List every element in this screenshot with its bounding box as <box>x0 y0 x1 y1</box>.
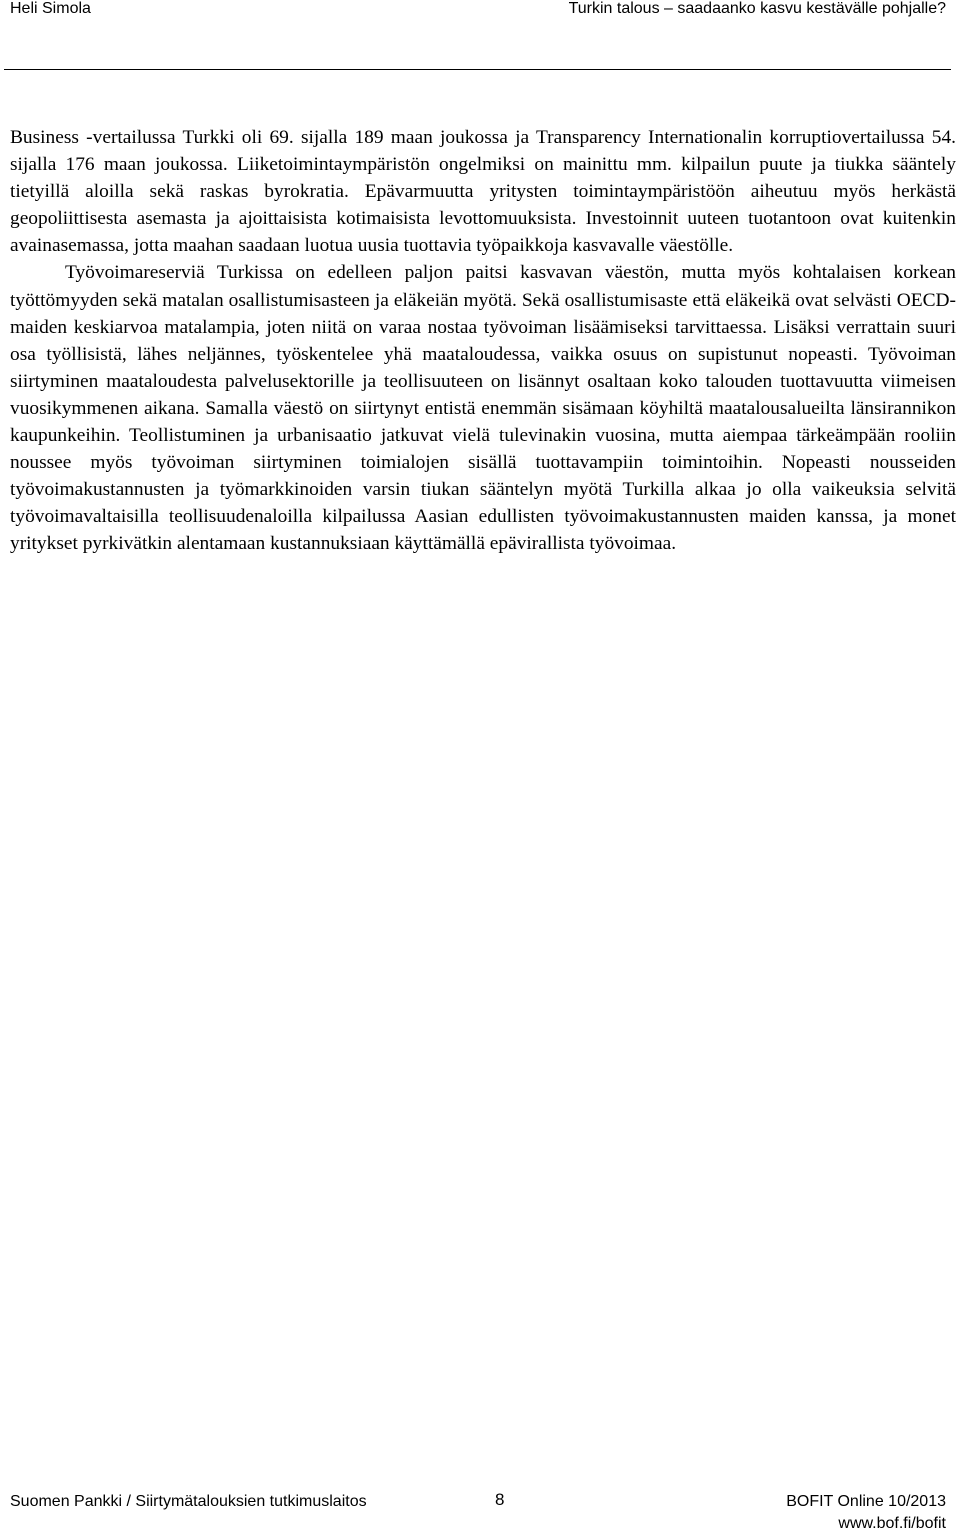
footer-publication-info <box>786 1491 946 1535</box>
header-author: Heli Simola <box>10 0 91 17</box>
footer-organization: Suomen Pankki / Siirtymätalouksien tutkimuslaitos <box>10 1493 367 1510</box>
page-footer <box>0 1488 960 1534</box>
paragraph: Työvoimareserviä Turkissa on edelleen paljon paitsi kasvavan väestön, mutta myös kohtalaisen korkean työttömyyden sekä matalan osallistumisasteen ja eläkeiän myötä. Sekä osallistumisaste että eläkeikä ovat selvästi OECD-maiden keskiarvoa matalampia, joten niitä on varaa nostaa työvoiman lisäämiseksi tarvittaessa. Lisäksi verrattain suuri osa työllisistä, lähes neljännes, työskentelee yhä maataloudessa, vaikka osuus on supistunut nopeasti. Työvoiman siirtyminen maataloudesta palvelusektorille ja teollisuuteen on lisännyt osaltaan koko talouden tuottavuutta viimeisen vuosikymmenen aikana. Samalla väestö on siirtynyt entistä enemmän sisämaan köyhiltä maatalousalueilta länsirannikon kaupunkeihin. Teollistuminen ja urbanisaatio jatkuvat vielä tulevinakin vuosina, mutta aiempaa tärkeämpään rooliin noussee myös työvoiman siirtyminen toimialojen sisällä tuottavampiin toimintoihin. Nopeasti nousseiden työvoimakustannusten ja työmarkkinoiden varsin tiukan sääntelyn myötä Turkilla alkaa jo olla vaikeuksia selvitä työvoimavaltaisilla teollisuudenaloilla kilpailussa Aasian edullisten työvoimakustannusten maiden kanssa, ja monet yritykset pyrkivätkin alentamaan kustannuksiaan käyttämällä epävirallista työvoimaa. <box>10 262 956 555</box>
document-body <box>10 124 956 558</box>
header-title: Turkin talous – saadaanko kasvu kestävälle pohjalle? <box>568 0 946 17</box>
header-divider <box>4 69 951 70</box>
page-number: 8 <box>495 1490 505 1509</box>
footer-publication: BOFIT Online 10/2013 <box>786 1493 946 1510</box>
paragraph-continued: Business -vertailussa Turkki oli 69. sijalla 189 maan joukossa ja Transparency Internationalin korruptiovertailussa 54. sijalla 176 maan joukossa. Liiketoimintaympäristön ongelmiksi on mainittu mm. kilpailun puute ja tiukka sääntely tietyillä aloilla sekä raskas byrokratia. Epävarmuutta yritysten toimintaympäristöön aiheutuu myös herkästä geopoliittisesta asemasta ja ajoittaisista kotimaisista levottomuuksista. Investoinnit uuteen tuotantoon ovat kuitenkin avainasemassa, jotta maahan saadaan luotua uusia tuottavia työpaikkoja kasvavalle väestölle. <box>10 127 956 257</box>
page-header <box>0 0 960 20</box>
footer-url: www.bof.fi/bofit <box>838 1515 946 1532</box>
